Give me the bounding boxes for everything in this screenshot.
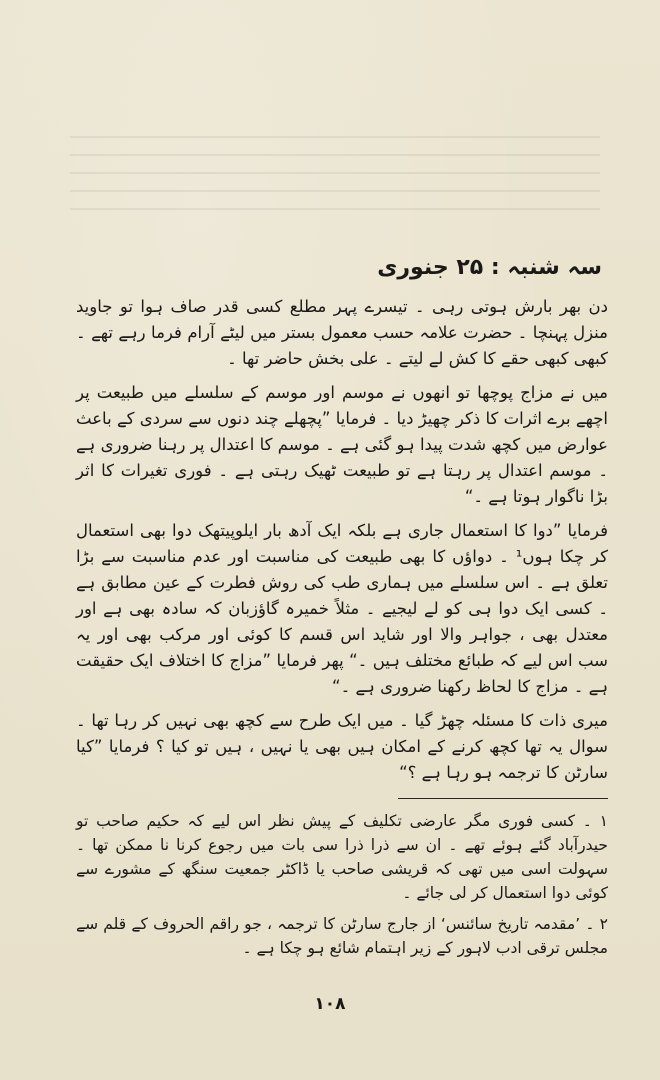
footnote-divider: [398, 798, 608, 799]
bleed-line: [70, 190, 600, 192]
page-content: [76, 252, 608, 967]
bleed-line: [70, 172, 600, 174]
bleed-line: [70, 208, 600, 210]
paragraph-4: میری ذات کا مسئلہ چھڑ گیا ۔ میں ایک طرح سے کچھ بھی نہیں کر رہا تھا ۔ سوال یہ تھا کچھ کرنے کے امکان ہیں بھی یا نہیں ، ہیں تو کیا ؟ فرمایا ”کیا سارٹن کا ترجمہ ہو رہا ہے ؟“: [76, 711, 608, 782]
footnote-1: ۱ ۔ کسی فوری مگر عارضی تکلیف کے پیش نظر اس لیے کہ حکیم صاحب تو حیدرآباد گئے ہوئے تھے ۔ ان سے ذرا ذرا سی بات میں رجوع کرنا نا ممکن تھا ۔ سہولت اسی میں تھی کہ قریشی صاحب یا ڈاکٹر جمعیت سنگھ کے مشورے سے کوئی دوا استعمال کر لی جائے ۔: [76, 812, 608, 902]
paragraph-2: میں نے مزاج پوچھا تو انھوں نے موسم اور موسم کے سلسلے میں طبیعت پر اچھے برے اثرات کا ذکر چھیڑ دیا ۔ فرمایا ”پچھلے چند دنوں سے سردی کے باعث عوارض میں کچھ شدت پیدا ہو گئی ہے ۔ موسم کا اعتدال پر رہنا ضروری ہے ۔ موسم اعتدال پر رہتا ہے تو طبیعت ٹھیک رہتی ہے ۔ فوری تغیرات کا اثر بڑا ناگوار ہوتا ہے ۔“: [76, 383, 608, 506]
footnote-2: ۲ ۔ ’مقدمہ تاریخ سائنس‘ از جارج سارٹن کا ترجمہ ، جو راقم الحروف کے قلم سے مجلس ترقی ادب لاہور کے زیر اہتمام شائع ہو چکا ہے ۔: [76, 915, 608, 957]
bleed-line: [70, 136, 600, 138]
bleed-line: [70, 154, 600, 156]
page-number: ۱۰۸: [314, 994, 346, 1014]
paragraph-1: دن بھر بارش ہوتی رہی ۔ تیسرے پہر مطلع کسی قدر صاف ہوا تو جاوید منزل پہنچا ۔ حضرت علامہ حسب معمول بستر میں لیٹے آرام فرما رہے تھے ۔ کبھی کبھی حقے کا کش لے لیتے ۔ علی بخش حاضر تھا ۔: [76, 297, 608, 368]
entry-heading: سہ شنبہ : ۲۵ جنوری: [377, 255, 602, 280]
paragraph-3: فرمایا ”دوا کا استعمال جاری ہے بلکہ ایک آدھ بار ایلوپیتھک دوا بھی استعمال کر چکا ہوں¹ ۔ دواؤں کا بھی طبیعت کی مناسبت اور عدم مناسبت سے بڑا تعلق ہے ۔ اس سلسلے میں ہماری طب کی روش فطرت کے عین مطابق ہے ۔ کسی ایک دوا ہی کو لے لیجیے ۔ مثلاً خمیرہ گاؤزبان کہ سادہ بھی ہے اور معتدل بھی ، جواہر والا اور شاید اس قسم کا کوئی اور مرکب بھی اور یہ سب اس لیے کہ طبائع مختلف ہیں ۔“ پھر فرمایا ”مزاج کا اختلاف ایک حقیقت ہے ۔ مزاج کا لحاظ رکھنا ضروری ہے ۔“: [76, 521, 608, 696]
